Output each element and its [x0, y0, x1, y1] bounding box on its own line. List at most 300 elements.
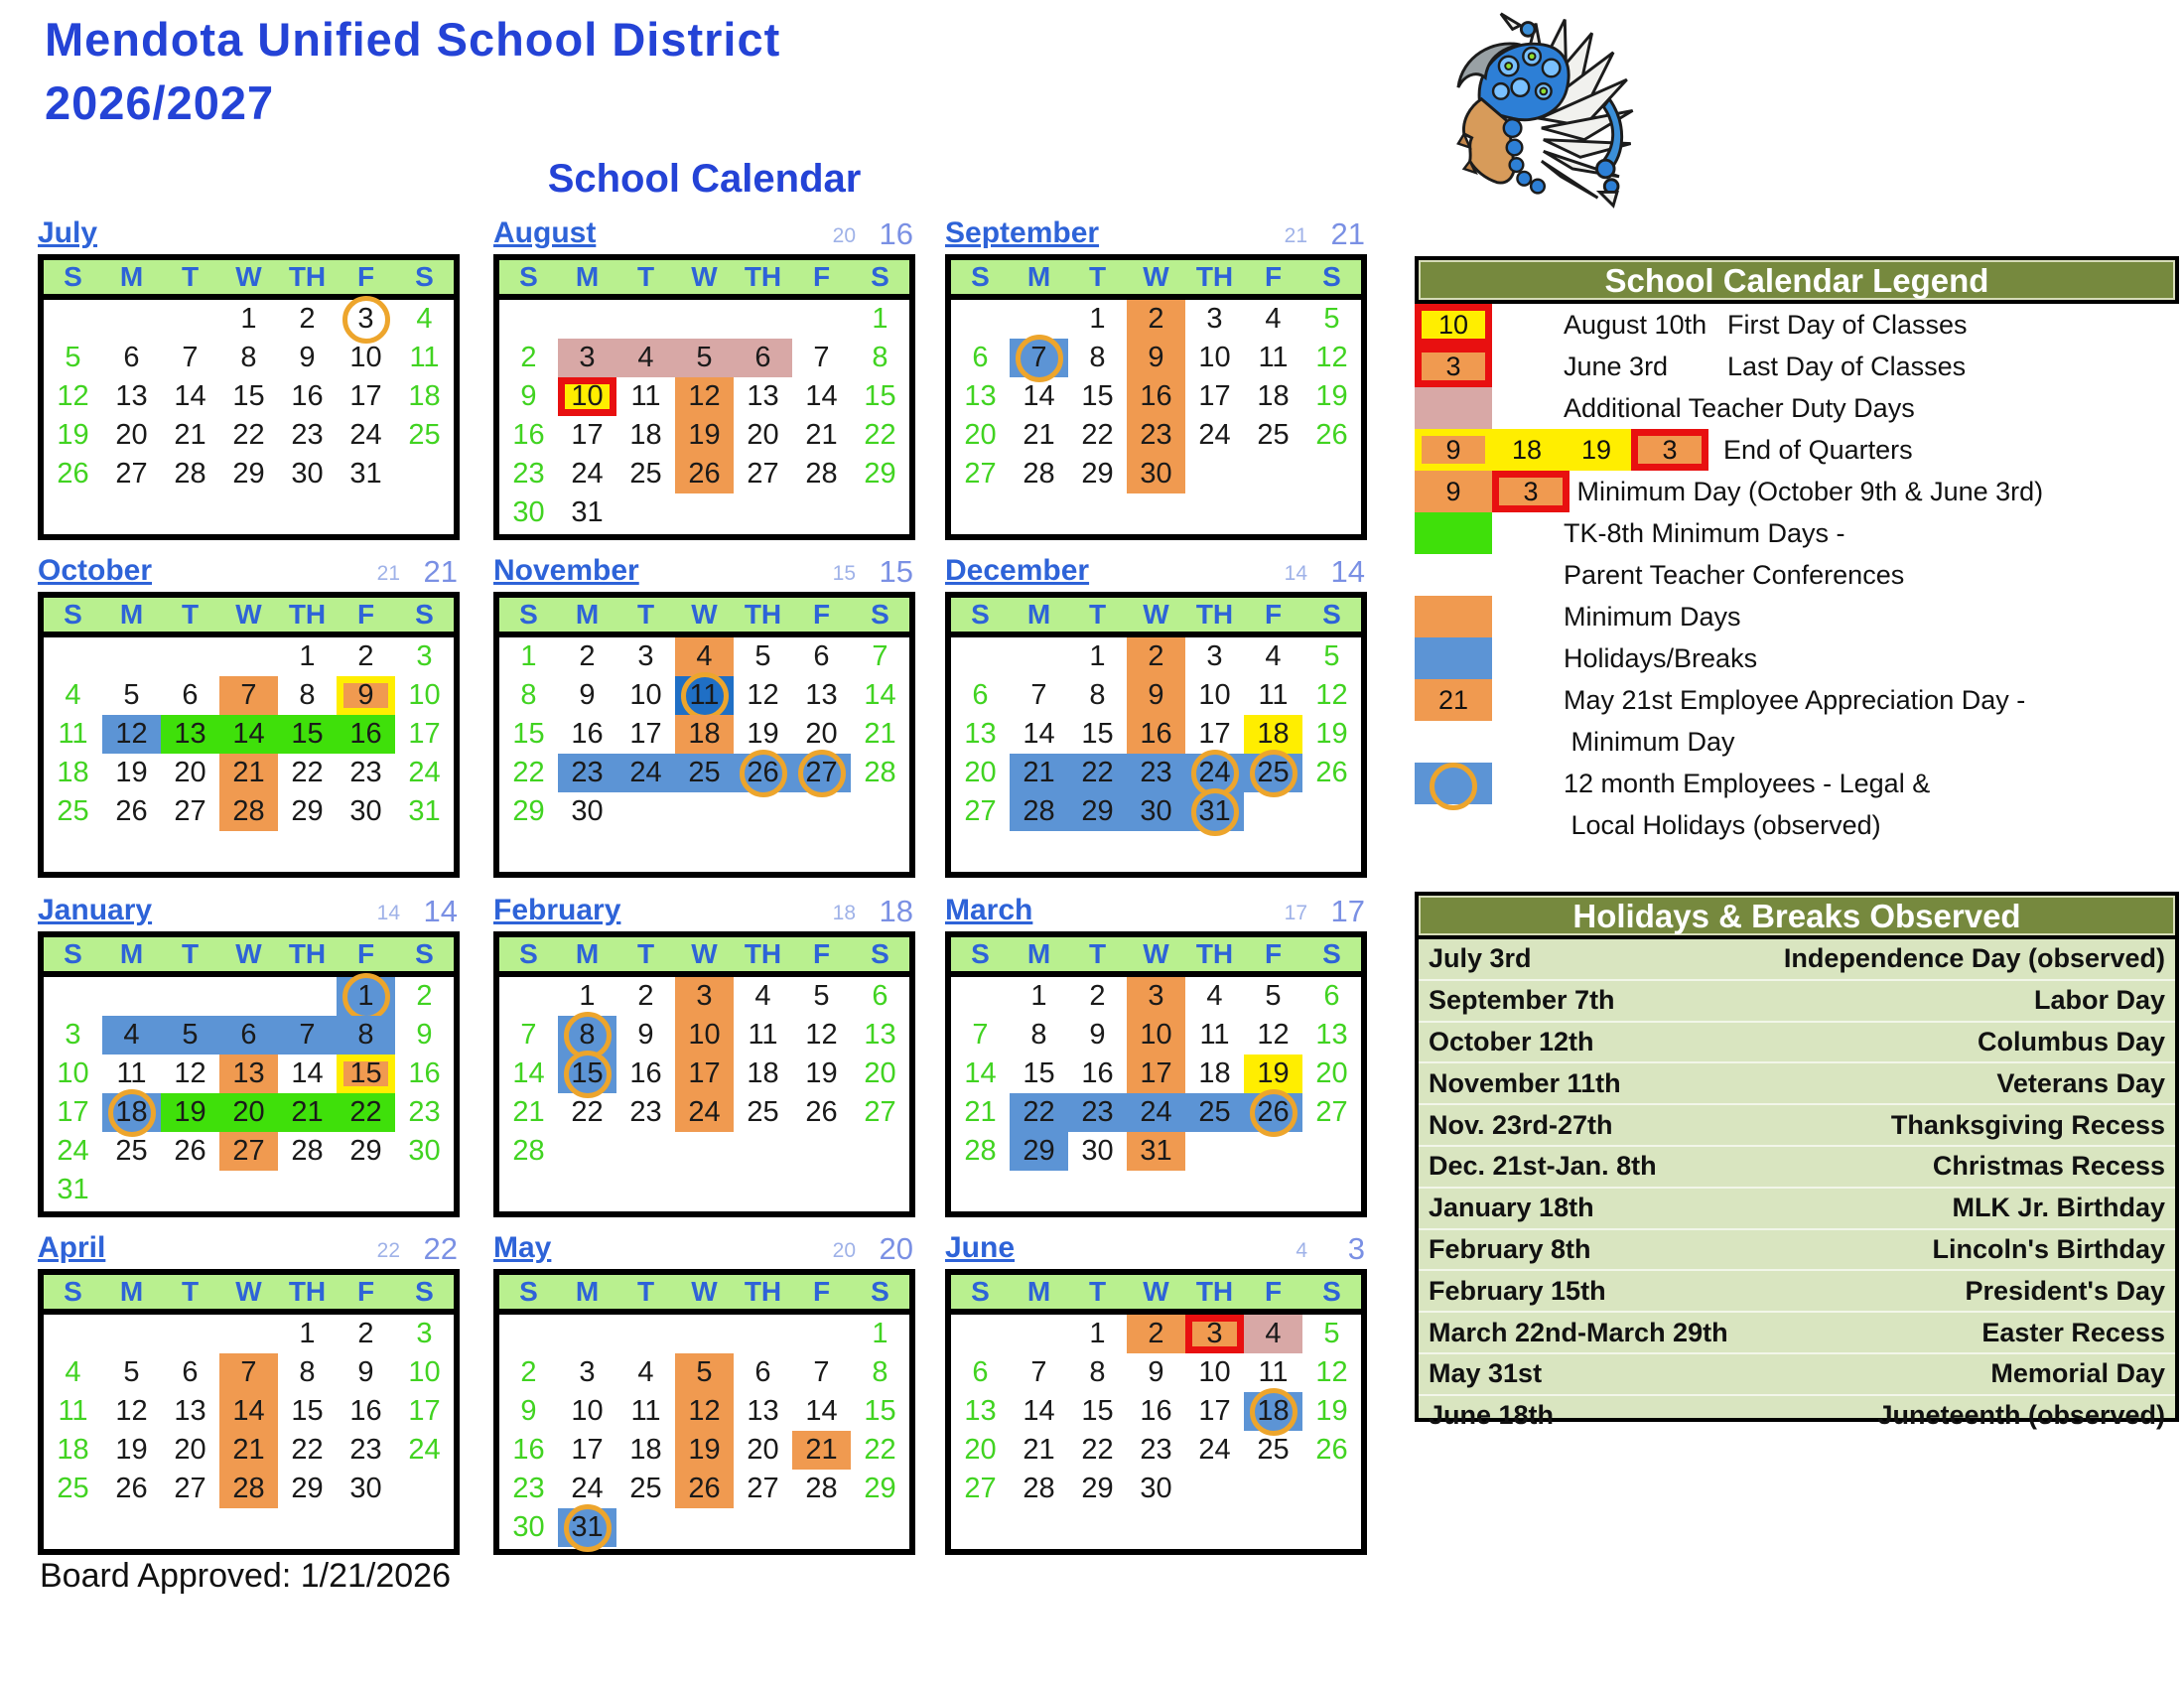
day-cell: [102, 493, 161, 532]
day-cell: [278, 792, 337, 831]
day-cell: [1068, 1171, 1127, 1209]
holiday-date: November 11th: [1429, 1067, 1621, 1098]
day-number: 16: [571, 718, 604, 750]
day-number: 16: [1081, 1057, 1114, 1089]
weekday-header: T: [181, 599, 200, 630]
day-cell: [395, 754, 454, 792]
day-cell: [278, 339, 337, 377]
day-number: 26: [1315, 1434, 1348, 1466]
day-number: 10: [1198, 342, 1231, 373]
weekday-header: W: [1143, 1276, 1169, 1307]
day-cell: [219, 1431, 278, 1470]
day-cell: [951, 1315, 1010, 1353]
day-number: 27: [1315, 1096, 1348, 1128]
day-cell: [792, 831, 851, 870]
weekday-header: T: [636, 1276, 655, 1307]
month-day-count-large: 14: [423, 894, 458, 928]
day-number: 15: [864, 380, 896, 412]
day-number: 15: [1081, 380, 1114, 412]
month-table: [945, 592, 1367, 878]
day-cell: [616, 1315, 675, 1353]
day-number: 30: [571, 795, 604, 827]
day-number: 31: [1140, 1135, 1172, 1167]
day-number: 25: [1257, 757, 1290, 788]
day-number: 13: [805, 679, 838, 711]
day-cell: [1244, 1431, 1302, 1470]
observed-holiday-circle-icon: [1430, 763, 1477, 810]
day-cell: [792, 1508, 851, 1547]
day-number: 18: [747, 1057, 779, 1089]
weekday-header: S: [871, 261, 889, 292]
day-cell: [951, 1016, 1010, 1055]
day-number: 17: [629, 718, 662, 750]
day-number: 27: [964, 458, 997, 490]
day-cell: [278, 1055, 337, 1093]
day-cell: [734, 1470, 792, 1508]
day-cell: [395, 493, 454, 532]
month-table: [38, 254, 460, 540]
day-number: 11: [1258, 342, 1289, 373]
day-cell: [734, 493, 792, 532]
day-number: 27: [864, 1096, 896, 1128]
day-cell: [1127, 300, 1185, 339]
day-grid: [44, 637, 454, 870]
day-cell: [44, 754, 102, 792]
day-cell: [792, 1353, 851, 1392]
weekday-header: F: [1264, 599, 1283, 630]
day-number: 24: [571, 458, 604, 490]
day-number: 1: [1089, 1318, 1106, 1349]
day-cell: [851, 1470, 909, 1508]
day-cell: [616, 1055, 675, 1093]
day-number: 19: [57, 419, 89, 451]
day-cell: [558, 1470, 616, 1508]
day-cell: [675, 1315, 734, 1353]
day-cell: [1185, 637, 1244, 676]
day-number: 3: [65, 1019, 81, 1051]
day-number: 21: [291, 1096, 324, 1128]
day-cell: [337, 1093, 395, 1132]
day-cell: [44, 792, 102, 831]
day-cell: [734, 1508, 792, 1547]
day-number: 4: [123, 1019, 140, 1051]
day-number: 12: [1315, 1356, 1348, 1388]
month-name-link[interactable]: February: [493, 894, 621, 926]
day-number: 15: [1023, 1057, 1055, 1089]
weekday-header: S: [519, 599, 538, 630]
weekday-header: TH: [288, 1276, 327, 1307]
day-number: 6: [754, 342, 771, 373]
day-cell: [278, 754, 337, 792]
day-cell: [1302, 455, 1361, 493]
day-number: 25: [1257, 419, 1290, 451]
holiday-name: MLK Jr. Birthday: [1952, 1193, 2165, 1223]
day-number: 31: [349, 458, 382, 490]
month-day-count-small: 18: [832, 902, 856, 924]
day-cell: [1010, 1508, 1068, 1547]
day-number: 10: [349, 342, 382, 373]
day-cell: [792, 1431, 851, 1470]
weekday-header: M: [1026, 1276, 1051, 1307]
day-cell: [1127, 1093, 1185, 1132]
day-cell: [1302, 300, 1361, 339]
day-cell: [219, 416, 278, 455]
day-cell: [1185, 416, 1244, 455]
day-cell: [851, 637, 909, 676]
month-name-link[interactable]: October: [38, 554, 153, 587]
month-february: [493, 894, 915, 1217]
day-cell: [951, 1470, 1010, 1508]
day-cell: [675, 1055, 734, 1093]
day-number: 30: [1140, 795, 1172, 827]
holiday-row: [1419, 1396, 2175, 1436]
day-cell: [558, 676, 616, 715]
day-cell: [1010, 977, 1068, 1016]
day-cell: [102, 1508, 161, 1547]
day-cell: [951, 1353, 1010, 1392]
day-number: 15: [1081, 718, 1114, 750]
weekday-header-row: [499, 260, 909, 300]
day-number: 2: [1148, 303, 1164, 335]
day-cell: [851, 1055, 909, 1093]
day-number: 28: [964, 1135, 997, 1167]
day-cell: [734, 455, 792, 493]
day-number: 10: [571, 1395, 604, 1427]
weekday-header: S: [1322, 599, 1341, 630]
day-number: 12: [115, 718, 148, 750]
weekday-header: S: [415, 261, 434, 292]
day-cell: [1127, 792, 1185, 831]
day-cell: [102, 1392, 161, 1431]
day-cell: [1244, 1353, 1302, 1392]
day-cell: [1302, 715, 1361, 754]
day-cell: [1068, 1016, 1127, 1055]
day-cell: [1068, 339, 1127, 377]
weekday-header: F: [356, 1276, 375, 1307]
day-cell: [734, 1093, 792, 1132]
day-cell: [675, 715, 734, 754]
day-cell: [44, 1016, 102, 1055]
month-table: [493, 254, 915, 540]
day-cell: [734, 831, 792, 870]
day-number: 16: [408, 1057, 441, 1089]
day-number: 12: [688, 380, 721, 412]
holiday-name: Christmas Recess: [1932, 1151, 2165, 1182]
month-name-link[interactable]: January: [38, 894, 153, 926]
day-cell: [616, 416, 675, 455]
day-cell: [337, 1392, 395, 1431]
day-number: 15: [291, 1395, 324, 1427]
month-label-row: [945, 216, 1367, 254]
weekday-header: T: [181, 261, 200, 292]
month-day-count-small: 21: [376, 562, 400, 585]
weekday-header: S: [64, 261, 82, 292]
weekday-header: TH: [288, 599, 327, 630]
day-cell: [1302, 1470, 1361, 1508]
day-cell: [1302, 416, 1361, 455]
day-cell: [1185, 676, 1244, 715]
day-number: 14: [232, 718, 265, 750]
day-number: 10: [571, 380, 604, 412]
day-cell: [951, 493, 1010, 532]
day-cell: [395, 1171, 454, 1209]
day-cell: [219, 1470, 278, 1508]
day-number: 26: [1315, 419, 1348, 451]
day-cell: [1244, 831, 1302, 870]
month-name-link[interactable]: April: [38, 1231, 106, 1264]
day-cell: [102, 455, 161, 493]
day-cell: [951, 1055, 1010, 1093]
day-cell: [1010, 676, 1068, 715]
day-cell: [851, 715, 909, 754]
day-number: 3: [416, 640, 433, 672]
day-cell: [1010, 1132, 1068, 1171]
day-cell: [499, 715, 558, 754]
day-cell: [1244, 455, 1302, 493]
day-cell: [102, 1055, 161, 1093]
day-cell: [616, 1508, 675, 1547]
day-cell: [219, 493, 278, 532]
day-cell: [1185, 831, 1244, 870]
day-cell: [219, 754, 278, 792]
day-cell: [499, 1353, 558, 1392]
holidays-body: [1415, 939, 2179, 1431]
day-cell: [337, 977, 395, 1016]
day-number: 1: [1089, 303, 1106, 335]
month-name-link[interactable]: June: [945, 1231, 1016, 1264]
day-cell: [337, 1470, 395, 1508]
day-number: 29: [864, 1473, 896, 1504]
day-cell: [1302, 676, 1361, 715]
weekday-header: F: [356, 599, 375, 630]
day-number: 21: [864, 718, 896, 750]
month-name-link[interactable]: August: [493, 216, 597, 249]
month-label-row: [493, 894, 915, 931]
day-number: 16: [291, 380, 324, 412]
day-cell: [1244, 339, 1302, 377]
day-cell: [395, 1353, 454, 1392]
day-cell: [1127, 1315, 1185, 1353]
day-cell: [1185, 1353, 1244, 1392]
day-cell: [1302, 1171, 1361, 1209]
day-number: 24: [1198, 419, 1231, 451]
day-number: 5: [1323, 640, 1340, 672]
day-cell: [278, 1171, 337, 1209]
month-label-row: [945, 554, 1367, 592]
day-number: 3: [416, 1318, 433, 1349]
day-number: 29: [232, 458, 265, 490]
day-cell: [1010, 1016, 1068, 1055]
legend-description: Last Day of Classes: [1727, 351, 1967, 381]
day-cell: [1068, 1055, 1127, 1093]
day-cell: [616, 977, 675, 1016]
month-label-row: [493, 554, 915, 592]
day-cell: [499, 792, 558, 831]
day-cell: [792, 1132, 851, 1171]
day-number: 2: [299, 303, 316, 335]
legend-color-swatch: 19: [1562, 429, 1631, 471]
day-cell: [161, 831, 219, 870]
month-august: [493, 216, 915, 540]
day-cell: [616, 1132, 675, 1171]
day-number: 30: [408, 1135, 441, 1167]
weekday-header: S: [64, 938, 82, 969]
day-cell: [1127, 1055, 1185, 1093]
day-number: 2: [520, 1356, 537, 1388]
day-cell: [219, 1093, 278, 1132]
day-number: 8: [299, 1356, 316, 1388]
weekday-header: M: [119, 1276, 144, 1307]
day-number: 13: [174, 1395, 206, 1427]
day-cell: [102, 831, 161, 870]
month-label-row: [38, 894, 460, 931]
day-cell: [1127, 1353, 1185, 1392]
day-cell: [734, 676, 792, 715]
month-day-count-small: 4: [1296, 1239, 1307, 1262]
day-cell: [44, 1093, 102, 1132]
holiday-date: February 8th: [1429, 1233, 1591, 1264]
day-cell: [851, 1508, 909, 1547]
day-cell: [44, 715, 102, 754]
month-name-link[interactable]: December: [945, 554, 1090, 587]
day-cell: [1010, 300, 1068, 339]
month-name-link[interactable]: May: [493, 1231, 552, 1264]
day-cell: [734, 1055, 792, 1093]
legend-swatches: [1415, 679, 1564, 721]
month-table: [38, 931, 460, 1217]
day-number: 11: [630, 1395, 661, 1427]
day-cell: [1068, 493, 1127, 532]
day-number: 8: [1089, 342, 1106, 373]
month-table: [38, 1269, 460, 1555]
legend-swatches: [1415, 596, 1564, 637]
day-cell: [219, 637, 278, 676]
weekday-header: TH: [744, 261, 782, 292]
day-cell: [161, 1055, 219, 1093]
day-number: 24: [408, 757, 441, 788]
holiday-date: September 7th: [1429, 985, 1615, 1016]
day-grid: [951, 300, 1361, 532]
weekday-header: W: [691, 938, 718, 969]
day-number: 12: [747, 679, 779, 711]
day-cell: [1185, 1055, 1244, 1093]
day-cell: [616, 754, 675, 792]
day-cell: [675, 416, 734, 455]
day-cell: [1010, 1093, 1068, 1132]
weekday-header: W: [691, 599, 718, 630]
legend-row: [1415, 596, 2179, 637]
day-cell: [395, 455, 454, 493]
day-number: 28: [232, 795, 265, 827]
day-number: 27: [232, 1135, 265, 1167]
day-number: 29: [349, 1135, 382, 1167]
day-number: 20: [864, 1057, 896, 1089]
day-number: 18: [57, 1434, 89, 1466]
month-name-link[interactable]: July: [38, 216, 98, 249]
day-cell: [675, 977, 734, 1016]
day-number: 29: [291, 795, 324, 827]
day-cell: [951, 1093, 1010, 1132]
day-number: 30: [291, 458, 324, 490]
month-name-link[interactable]: March: [945, 894, 1033, 926]
day-number: 11: [409, 342, 440, 373]
legend-swatches: [1415, 554, 1564, 596]
day-number: 15: [512, 718, 545, 750]
day-cell: [278, 1016, 337, 1055]
day-number: 29: [1081, 1473, 1114, 1504]
day-cell: [1185, 1470, 1244, 1508]
weekday-header: S: [971, 1276, 990, 1307]
day-number: 13: [1315, 1019, 1348, 1051]
day-cell: [1068, 455, 1127, 493]
day-cell: [1185, 977, 1244, 1016]
month-table: [493, 1269, 915, 1555]
day-number: 10: [688, 1019, 721, 1051]
day-cell: [1244, 1132, 1302, 1171]
board-approved-note: Board Approved: 1/21/2026: [40, 1557, 451, 1595]
day-number: 8: [299, 679, 316, 711]
day-number: 4: [65, 679, 81, 711]
day-cell: [337, 1508, 395, 1547]
day-cell: [499, 339, 558, 377]
day-cell: [44, 1171, 102, 1209]
day-cell: [44, 455, 102, 493]
day-number: 6: [972, 342, 989, 373]
day-cell: [395, 1431, 454, 1470]
weekday-header: F: [1264, 261, 1283, 292]
weekday-header: W: [1143, 938, 1169, 969]
month-name-link[interactable]: September: [945, 216, 1100, 249]
day-number: 27: [964, 795, 997, 827]
day-number: 8: [872, 1356, 888, 1388]
day-number: 28: [805, 458, 838, 490]
day-cell: [44, 831, 102, 870]
day-cell: [792, 455, 851, 493]
day-cell: [616, 339, 675, 377]
weekday-header: TH: [288, 938, 327, 969]
day-number: 16: [349, 1395, 382, 1427]
month-june: [945, 1231, 1367, 1555]
day-cell: [1127, 1171, 1185, 1209]
day-number: 7: [972, 1019, 989, 1051]
weekday-header-row: [951, 260, 1361, 300]
month-name-link[interactable]: November: [493, 554, 639, 587]
legend-row: [1415, 471, 2179, 512]
day-number: 22: [1081, 757, 1114, 788]
day-number: 31: [408, 795, 441, 827]
day-number: 6: [182, 1356, 199, 1388]
day-number: 24: [408, 1434, 441, 1466]
day-number: 22: [1081, 1434, 1114, 1466]
day-cell: [1010, 1431, 1068, 1470]
day-number: 2: [1089, 980, 1106, 1012]
weekday-header: S: [519, 261, 538, 292]
day-cell: [734, 300, 792, 339]
day-number: 20: [115, 419, 148, 451]
month-day-count-small: 17: [1284, 902, 1307, 924]
legend-header: [1415, 256, 2179, 304]
day-number: 8: [1089, 1356, 1106, 1388]
day-cell: [1127, 1431, 1185, 1470]
day-number: 10: [408, 1356, 441, 1388]
day-cell: [616, 377, 675, 416]
day-number: 18: [629, 1434, 662, 1466]
day-cell: [675, 676, 734, 715]
day-cell: [161, 977, 219, 1016]
legend-color-swatch: [1415, 637, 1492, 679]
day-number: 7: [813, 342, 830, 373]
day-cell: [951, 792, 1010, 831]
